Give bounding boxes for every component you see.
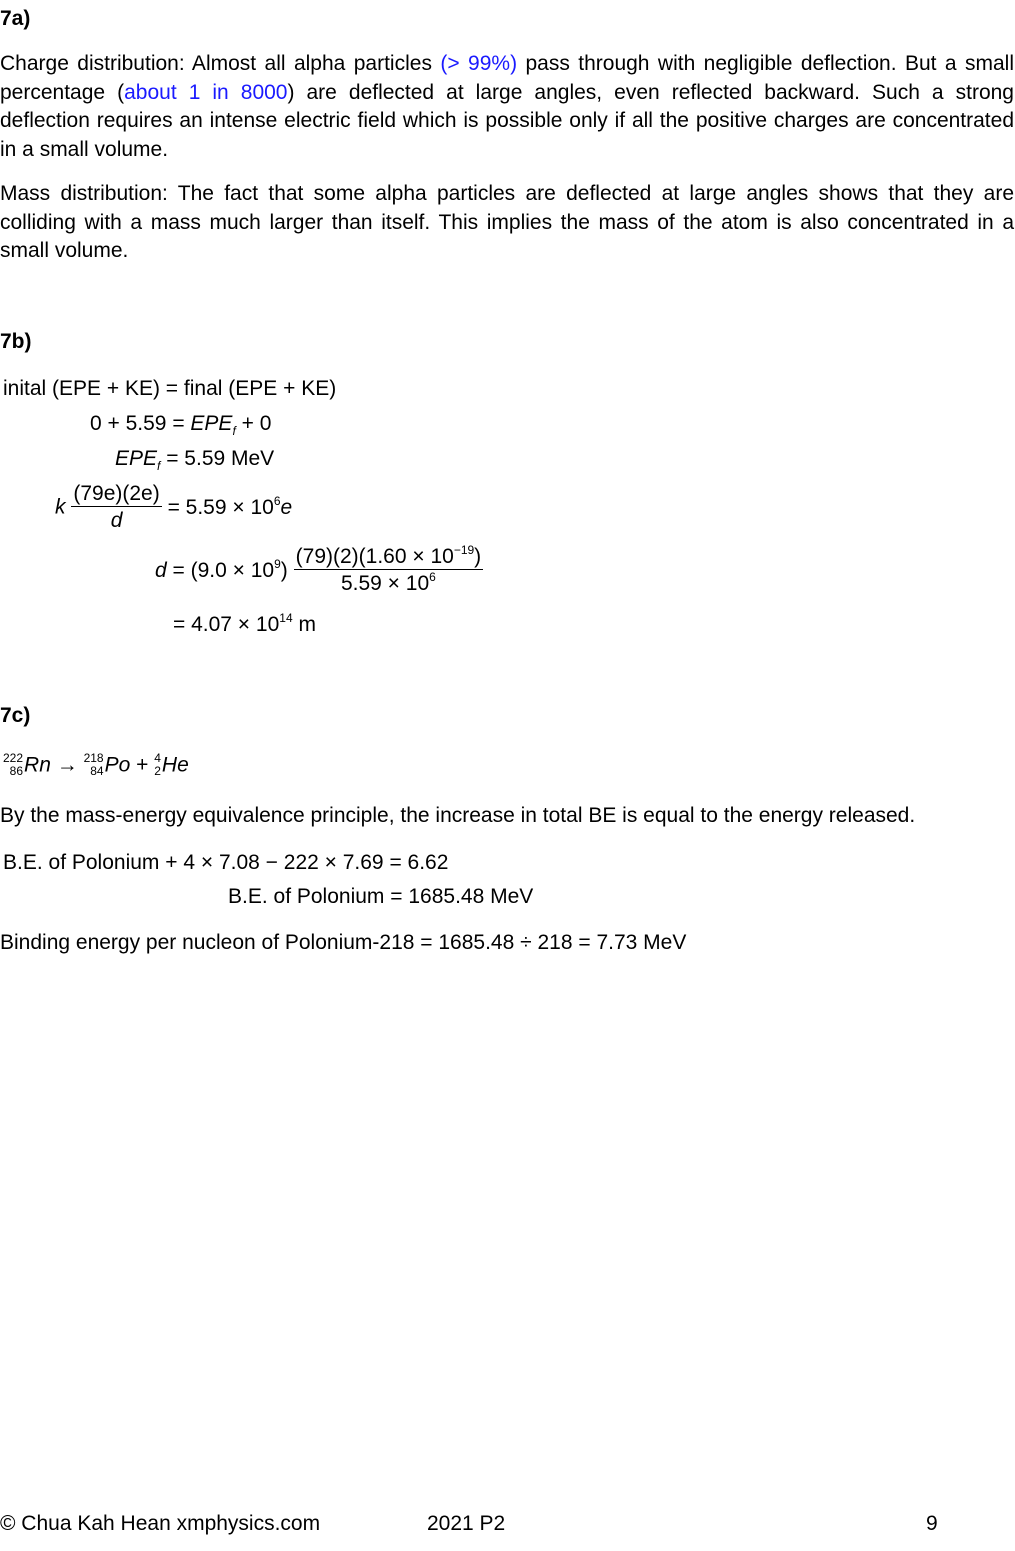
footer-paper: 2021 P2	[427, 1512, 506, 1535]
plus: +	[130, 753, 155, 777]
binding-energy-result: B.E. of Polonium = 1685.48 MeV	[228, 885, 534, 908]
atomic-number: 84	[90, 764, 104, 778]
fraction	[71, 483, 161, 531]
footer-copyright: © Chua Kah Hean xmphysics.com	[0, 1512, 321, 1535]
symbol-e: e	[280, 495, 293, 519]
text-span: 0 + 5.59 =	[90, 412, 191, 435]
mass-number: 4	[154, 751, 161, 765]
text-span: = 5.59 × 10	[167, 495, 274, 519]
numerator: (79e)(2e)	[73, 482, 160, 505]
nuclide-po-numbers	[84, 752, 104, 778]
text-span: 5.59 × 10	[340, 572, 430, 595]
heading-7b: 7b)	[0, 330, 32, 353]
mass-number: 222	[3, 751, 24, 765]
exponent: 14	[279, 611, 293, 625]
footer-page-number: 9	[926, 1512, 938, 1535]
text-span: )	[474, 545, 482, 568]
symbol-rn: Rn	[24, 753, 51, 777]
heading-7c: 7c)	[0, 704, 31, 727]
nuclide-he-numbers	[154, 752, 161, 778]
exponent: −19	[453, 543, 475, 557]
fraction	[294, 543, 484, 595]
exponent: 9	[274, 556, 281, 571]
nuclide-rn-numbers	[3, 752, 23, 778]
subscript-f: f	[232, 424, 236, 438]
mass-distribution-paragraph: Mass distribution: The fact that some alpha particles are deflected at large angles shows that they are colliding with a mass much larger than itself. This implies the mass of the atom is also concentrated in a small volume.	[0, 182, 1014, 262]
highlight-percentage: (> 99%)	[440, 52, 518, 75]
symbol-epe: EPE	[190, 412, 233, 435]
text-span: Charge distribution: Almost all alpha particles	[0, 52, 441, 75]
coulomb-energy-equation	[55, 483, 292, 531]
numerator	[294, 543, 484, 570]
rhs	[167, 493, 293, 519]
exponent: 6	[429, 570, 436, 584]
equation-line-3	[115, 447, 275, 473]
energy-conservation-line: inital (EPE + KE) = final (EPE + KE)	[3, 377, 337, 400]
heading-7a: 7a)	[0, 7, 31, 30]
unit: m	[292, 613, 316, 636]
atomic-number: 2	[154, 764, 161, 778]
text-span: )	[280, 558, 288, 582]
lhs: $d = (9.0 \times 10^9)$	[155, 556, 288, 582]
mass-number: 218	[83, 751, 104, 765]
symbol-k: k	[55, 495, 66, 519]
binding-energy-per-nucleon: Binding energy per nucleon of Polonium-218 = 1685.48 ÷ 218 = 7.73 MeV	[0, 931, 687, 954]
distance-equation	[155, 543, 483, 595]
symbol-epe: EPE	[115, 447, 158, 470]
denominator	[341, 570, 436, 594]
symbol-po: Po	[104, 753, 131, 777]
distance-result	[173, 611, 316, 636]
charge-distribution-paragraph	[0, 50, 1014, 164]
subscript-f: f	[157, 459, 161, 473]
text-span: (79)(2)(1.60 × 10	[295, 545, 454, 568]
exponent: 6	[273, 493, 281, 508]
binding-energy-equation: B.E. of Polonium + 4 × 7.08 − 222 × 7.69 = 6.62	[3, 851, 449, 874]
symbol-he: He	[161, 753, 189, 777]
denominator: d	[110, 509, 123, 532]
atomic-number: 86	[9, 764, 24, 778]
text-span: pass through with negligible deflection. But a small percentage (	[0, 52, 1014, 104]
equation-line-2	[90, 412, 272, 438]
arrow: →	[50, 753, 84, 777]
text-span: + 0	[235, 412, 272, 435]
mass-energy-statement: By the mass-energy equivalence principle, the increase in total BE is equal to the energy released.	[0, 804, 916, 827]
decay-equation	[3, 752, 189, 778]
text-span: = 4.07 × 10	[173, 613, 280, 636]
text-span: ) are deflected at large angles, even reflected backward. Such a strong deflection requires an intense electric field which is possible only if all the positive charges are concentrated in a small volume.	[0, 80, 1014, 161]
text-span: = 5.59 MeV	[160, 447, 275, 470]
highlight-ratio: about 1 in 8000	[124, 80, 288, 104]
